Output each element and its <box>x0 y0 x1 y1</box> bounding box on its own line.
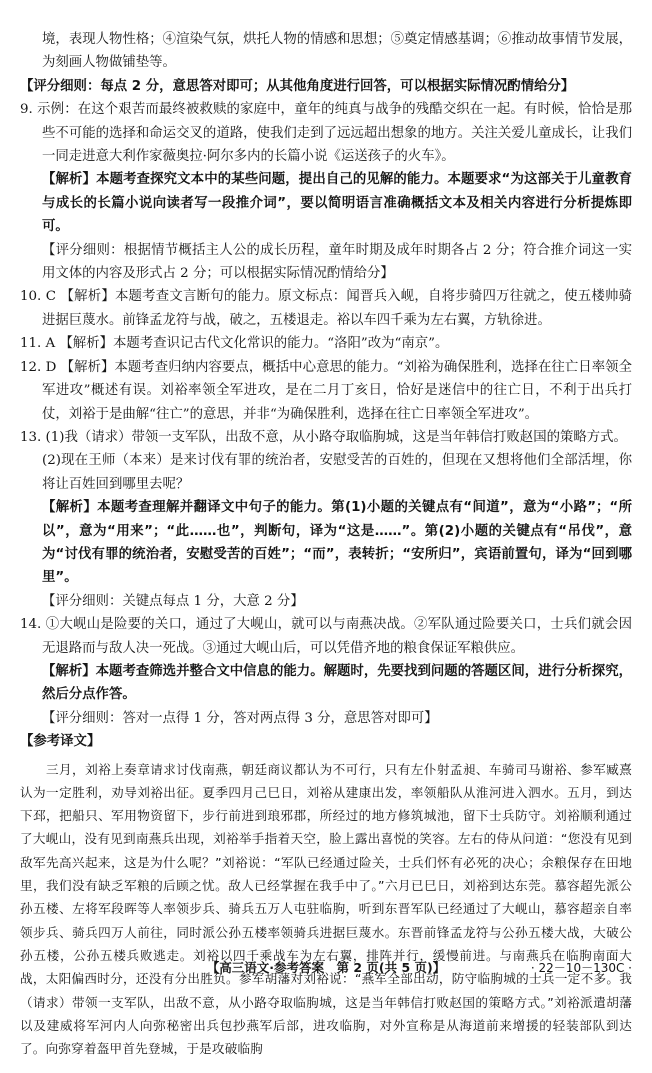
analysis-13: 【解析】本题考查理解并翻译文中句子的能力。第(1)小题的关键点有“间道”，意为“小路”；“所以”，意为“用来”；“此……也”，判断句，译为“这是……”。第(2)小题的关键点有“吊伐”，意为“讨伐有罪的统治者，安慰受苦的百姓”；“而”，表转折；“安所归”，宾语前置句，译为“回到哪里”。 <box>42 500 632 586</box>
footer-code: · 22－10－130C · <box>530 961 632 975</box>
analysis-14: 【解析】本题考查筛选并整合文中信息的能力。解题时，先要找到问题的答题区间，进行分析探究，然后分点作答。 <box>42 663 632 703</box>
reference-translation-heading: 【参考译文】 <box>20 734 101 750</box>
scoring-note-14: 【评分细则：答对一点得 1 分，答对两点得 3 分，意思答对即可】 <box>42 710 438 726</box>
answer-13-part-1: 13. (1)我（请求）带领一支军队，出敌不意，从小路夺取临朐城，这是当年韩信打败赵国的策略方式。 <box>20 429 627 445</box>
answer-11: 11. A 【解析】本题考查识记古代文化常识的能力。“洛阳”改为“南京”。 <box>20 336 449 352</box>
page-footer <box>0 958 652 978</box>
answer-10: 10. C 【解析】本题考查文言断句的能力。原文标点：闻晋兵入岘，自将步骑四万往就之，使五楼帅骑进据巨蔑水。前锋孟龙符与战，破之，五楼退走。裕以车四千乘为左右翼，方轨徐进。 <box>20 289 632 328</box>
answer-line-continuation: 境，表现人物性格；④渲染气氛，烘托人物的情感和思想；⑤奠定情感基调；⑥推动故事情节发展，为刻画人物做铺垫等。 <box>42 32 632 71</box>
answer-12: 12. D 【解析】本题考查归纳内容要点，概括中心意思的能力。“刘裕为确保胜利，选择在往亡日率领全军进攻”概述有误。刘裕率领全军进攻，是在二月丁亥日，恰好是迷信中的往亡日，不利于出兵打仗，刘裕于是曲解“往亡”的意思，并非“为确保胜利，选择在往亡日率领全军进攻”。 <box>20 359 632 422</box>
scoring-note-8: 【评分细则：每点 2 分，意思答对即可；从其他角度进行回答，可以根据实际情况酌情给分】 <box>20 78 575 94</box>
answer-9: 9. 示例：在这个艰苦而最终被救赎的家庭中，童年的纯真与战争的残酷交织在一起。有时候，恰恰是那些不可能的选择和命运交叉的道路，使我们走到了远远超出想象的地方。关注关爱儿童成长，让我们一同走进意大利作家薇奥拉·阿尔多内的长篇小说《运送孩子的火车》。 <box>20 102 632 165</box>
analysis-9: 【解析】本题考查探究文本中的某些问题，提出自己的见解的能力。本题要求“为这部关于儿童教育与成长的长篇小说向读者写一段推介词”，要以简明语言准确概括文本及相关内容进行分析提炼即可。 <box>42 172 632 235</box>
footer-page-info: 【高三语文·参考答案 第 2 页(共 5 页)】 <box>206 960 446 975</box>
answer-13-part-2: (2)现在王师（本来）是来讨伐有罪的统治者，安慰受苦的百姓的，但现在又想将他们全部活埋，你将让百姓回到哪里去呢？ <box>42 453 632 492</box>
scoring-note-9: 【评分细则：根据情节概括主人公的成长历程，童年时期及成年时期各占 2 分；符合推介词这一实用文体的内容及形式占 2 分；可以根据实际情况酌情给分】 <box>42 242 632 282</box>
scoring-note-13: 【评分细则：关键点每点 1 分，大意 2 分】 <box>42 593 304 609</box>
reference-translation-body: 三月，刘裕上奏章请求讨伐南燕，朝廷商议都认为不可行，只有左仆射孟昶、车骑司马谢裕、参军臧熹认为一定胜利，劝导刘裕出征。夏季四月己巳日，刘裕从建康出发，率领船队从淮河进入泗水。五月，到达下邳，把船只、军用物资留下，步行前进到琅邪郡，所经过的地方修筑城池，留下士兵防守。刘裕顺利通过了大岘山，没有见到南燕兵出现，刘裕举手指着天空，脸上露出喜悦的笑容。左右的侍从问道：“您没有见到敌军先高兴起来，这是为什么呢？”刘裕说：“军队已经通过险关，士兵们怀有必死的决心；余粮保存在田地里，我们没有缺乏军粮的后顾之忧。敌人已经掌握在我手中了。”六月已巳日，刘裕到达东莞。慕容超先派公孙五楼、左将军段晖等人率领步兵、骑兵五万人屯驻临朐，听到东晋军队已经通过了大岘山，慕容超亲自率领步兵、骑兵四万人前往，同时派公孙五楼率领骑兵进据巨蔑水。东晋前锋孟龙符与公孙五楼大战，大破公孙五楼，公孙五楼兵败逃走。刘裕以四千乘战车为左右翼，排阵并行，缓慢前进。与南燕兵在临朐南面大战，太阳偏西时分，还没有分出胜负。参军胡藩对刘裕说：“燕军全部出动，防守临朐城的士兵一定不多。我（请求）带领一支军队，出敌不意，从小路夺取临朐城，这是当年韩信打败赵国的策略方式。”刘裕派遣胡藩以及建威将军河内人向弥秘密出兵包抄燕军后部，进攻临朐，对外宣称是从海道前来增援的轻装部队到达了。向弥穿着盔甲首先登城，于是攻破临朐 <box>20 761 632 1057</box>
answer-14: 14. ①大岘山是险要的关口，通过了大岘山，就可以与南燕决战。②军队通过险要关口，士兵们就会因无退路而与敌人决一死战。③通过大岘山后，可以凭借齐地的粮食保证军粮供应。 <box>20 617 632 656</box>
answer-content <box>20 28 632 1073</box>
